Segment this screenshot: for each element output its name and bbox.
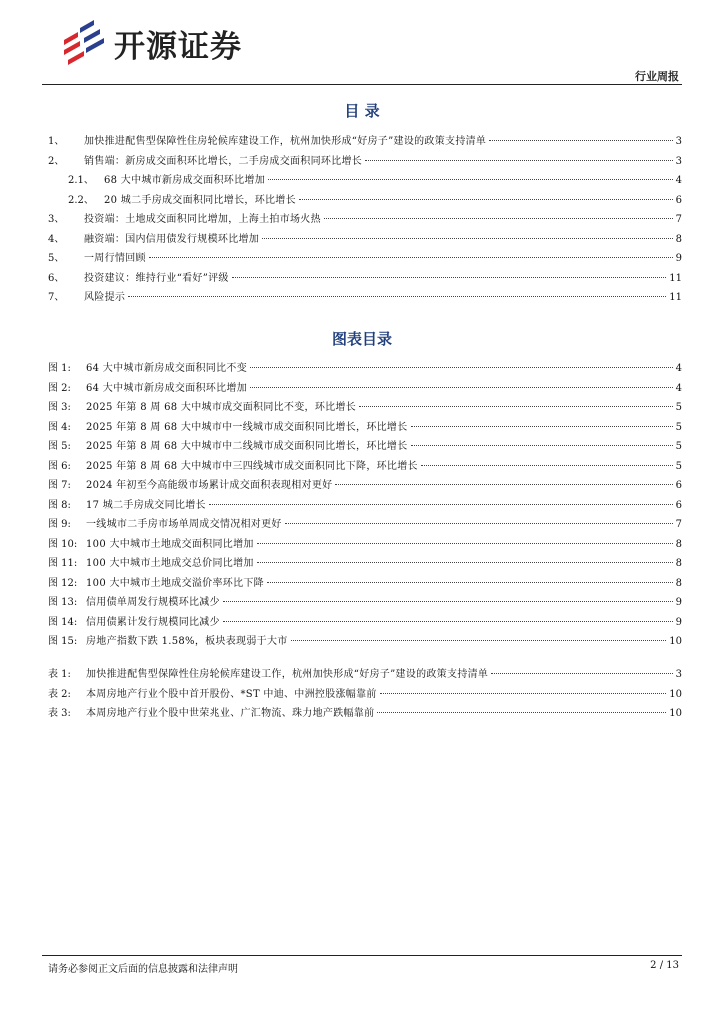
leader-dots <box>149 257 673 258</box>
entry-number: 表 3: <box>48 708 71 719</box>
figure-entry[interactable] <box>48 437 682 457</box>
leader-dots <box>262 238 673 239</box>
entry-title: 64 大中城市新房成交面积环比增加 <box>86 382 248 394</box>
entry-number: 图 10: <box>48 538 78 550</box>
figure-entry[interactable] <box>48 418 682 438</box>
table-entry[interactable] <box>48 685 682 705</box>
entry-page: 10 <box>669 708 682 719</box>
leader-dots <box>365 160 673 161</box>
entry-number: 图 15: <box>48 636 78 647</box>
document-type: 行业周报 <box>635 70 679 83</box>
leader-dots <box>268 179 673 180</box>
entry-title: 投资建议：维持行业“看好”评级 <box>84 272 229 284</box>
entry-number: 表 2: <box>48 688 71 700</box>
entry-number: 5、 <box>48 253 65 264</box>
entry-number: 图 8: <box>48 499 71 511</box>
leader-dots <box>359 406 673 407</box>
footer-divider <box>42 955 682 956</box>
entry-page: 5 <box>675 441 682 452</box>
figure-entry[interactable] <box>48 574 682 594</box>
figure-entry[interactable] <box>48 613 682 633</box>
footer-disclaimer: 请务必参阅正文后面的信息披露和法律声明 <box>48 964 238 975</box>
figure-entry[interactable] <box>48 457 682 477</box>
toc-entry[interactable] <box>48 191 682 211</box>
entry-number: 3、 <box>48 214 65 225</box>
figures-title: 图表目录 <box>331 330 392 348</box>
toc-entry[interactable] <box>48 171 682 191</box>
toc-entry[interactable] <box>48 152 682 172</box>
entry-title: 一线城市二手房市场单周成交情况相对更好 <box>86 519 282 530</box>
entry-page: 4 <box>675 363 682 374</box>
entry-page: 8 <box>675 538 682 550</box>
leader-dots <box>299 199 673 200</box>
logo-mark-icon <box>58 20 106 66</box>
entry-page: 9 <box>675 253 682 264</box>
figure-entry[interactable] <box>48 554 682 574</box>
entry-number: 图 6: <box>48 460 71 472</box>
leader-dots <box>491 673 672 674</box>
entry-title: 信用债累计发行规模同比减少 <box>86 616 220 628</box>
entry-page: 4 <box>675 175 682 186</box>
figure-entry[interactable] <box>48 515 682 535</box>
entry-number: 6、 <box>48 272 65 284</box>
toc-entry[interactable] <box>48 132 682 152</box>
entry-title: 加快推进配售型保障性住房轮候库建设工作，杭州加快形成“好房子”建设的政策支持清单 <box>86 669 489 680</box>
toc-entry[interactable] <box>48 210 682 230</box>
entry-page: 4 <box>675 382 682 394</box>
entry-title: 房地产指数下跌 1.58%，板块表现弱于大市 <box>86 636 288 647</box>
entry-page: 6 <box>675 480 682 491</box>
entry-page: 3 <box>675 669 682 680</box>
entry-title: 本周房地产行业个股中世荣兆业、广汇物流、珠力地产跌幅靠前 <box>86 708 375 719</box>
figure-entry[interactable] <box>48 476 682 496</box>
entry-page: 9 <box>675 616 682 628</box>
brand-name: 开源证券 <box>114 28 242 65</box>
entry-title: 17 城二手房成交同比增长 <box>86 499 206 511</box>
leader-dots <box>209 504 673 505</box>
entry-page: 10 <box>669 688 682 700</box>
entry-page: 8 <box>675 577 682 589</box>
entry-number: 图 3: <box>48 402 71 413</box>
entry-page: 11 <box>669 272 682 284</box>
entry-number: 图 12: <box>48 577 78 589</box>
toc-entry[interactable] <box>48 288 682 308</box>
toc-entry[interactable] <box>48 249 682 269</box>
company-logo <box>58 20 242 66</box>
figure-list <box>48 359 682 652</box>
toc-entry[interactable] <box>48 230 682 250</box>
entry-number: 图 5: <box>48 441 71 452</box>
leader-dots <box>489 140 672 141</box>
entry-number: 图 1: <box>48 363 71 374</box>
leader-dots <box>291 640 667 641</box>
entry-title: 64 大中城市新房成交面积同比不变 <box>86 363 248 374</box>
entry-title: 本周房地产行业个股中首开股份、*ST 中迪、中洲控股涨幅靠前 <box>86 688 377 700</box>
leader-dots <box>324 218 673 219</box>
entry-page: 9 <box>675 597 682 608</box>
entry-title: 2025 年第 8 周 68 大中城市中二线城市成交面积同比增长，环比增长 <box>86 441 408 452</box>
leader-dots <box>377 712 666 713</box>
toc-list <box>48 132 682 308</box>
entry-number: 表 1: <box>48 669 71 680</box>
entry-title: 销售端：新房成交面积环比增长，二手房成交面积同环比增长 <box>84 155 363 167</box>
leader-dots <box>411 426 673 427</box>
entry-number: 图 4: <box>48 421 71 433</box>
entry-title: 100 大中城市土地成交溢价率环比下降 <box>86 577 264 589</box>
leader-dots <box>232 277 667 278</box>
entry-number: 2.1、 <box>68 175 94 186</box>
entry-title: 2025 年第 8 周 68 大中城市中三四线城市成交面积同比下降，环比增长 <box>86 460 418 472</box>
entry-number: 2.2、 <box>68 194 94 206</box>
entry-page: 6 <box>675 194 682 206</box>
entry-page: 3 <box>675 155 682 167</box>
entry-page: 8 <box>675 233 682 245</box>
entry-title: 68 大中城市新房成交面积环比增加 <box>104 175 266 186</box>
leader-dots <box>411 445 673 446</box>
entry-title: 20 城二手房成交面积同比增长，环比增长 <box>104 194 296 206</box>
figure-entry[interactable] <box>48 593 682 613</box>
entry-page: 6 <box>675 499 682 511</box>
page-indicator: 2 / 13 <box>650 960 679 971</box>
figure-entry[interactable] <box>48 496 682 516</box>
entry-number: 1、 <box>48 136 65 147</box>
leader-dots <box>250 367 673 368</box>
entry-title: 2024 年初至今高能级市场累计成交面积表现相对更好 <box>86 480 333 491</box>
entry-number: 图 2: <box>48 382 71 394</box>
entry-number: 图 9: <box>48 519 71 530</box>
table-entry[interactable] <box>48 665 682 685</box>
figure-entry[interactable] <box>48 535 682 555</box>
entry-number: 7、 <box>48 292 65 303</box>
leader-dots <box>380 693 667 694</box>
entry-number: 2、 <box>48 155 65 167</box>
leader-dots <box>128 296 666 297</box>
entry-title: 2025 年第 8 周 68 大中城市中一线城市成交面积同比增长，环比增长 <box>86 421 408 433</box>
table-list <box>48 665 682 724</box>
entry-number: 图 7: <box>48 480 71 491</box>
entry-title: 一周行情回顾 <box>84 253 146 264</box>
entry-number: 图 11: <box>48 558 78 569</box>
toc-entry[interactable] <box>48 269 682 289</box>
entry-title: 2025 年第 8 周 68 大中城市成交面积同比不变，环比增长 <box>86 402 357 413</box>
entry-title: 信用债单周发行规模环比减少 <box>86 597 220 608</box>
entry-title: 100 大中城市土地成交总价同比增加 <box>86 558 254 569</box>
entry-page: 5 <box>675 460 682 472</box>
entry-page: 8 <box>675 558 682 569</box>
figure-entry[interactable] <box>48 398 682 418</box>
leader-dots <box>223 601 673 602</box>
entry-title: 风险提示 <box>84 292 126 303</box>
leader-dots <box>257 562 673 563</box>
entry-title: 融资端：国内信用债发行规模环比增加 <box>84 233 260 245</box>
entry-title: 投资端：土地成交面积同比增加，上海土拍市场火热 <box>84 214 321 225</box>
entry-page: 7 <box>675 519 682 530</box>
leader-dots <box>250 387 673 388</box>
entry-title: 加快推进配售型保障性住房轮候库建设工作，杭州加快形成“好房子”建设的政策支持清单 <box>84 136 487 147</box>
entry-page: 5 <box>675 402 682 413</box>
entry-page: 10 <box>669 636 682 647</box>
entry-page: 3 <box>675 136 682 147</box>
entry-page: 7 <box>675 214 682 225</box>
toc-title: 目 录 <box>344 102 380 120</box>
leader-dots <box>223 621 673 622</box>
figure-entry[interactable] <box>48 359 682 379</box>
leader-dots <box>335 484 672 485</box>
entry-title: 100 大中城市土地成交面积同比增加 <box>86 538 254 550</box>
entry-number: 图 13: <box>48 597 78 608</box>
leader-dots <box>267 582 673 583</box>
entry-page: 5 <box>675 421 682 433</box>
table-entry[interactable] <box>48 704 682 724</box>
entry-number: 图 14: <box>48 616 78 628</box>
leader-dots <box>285 523 673 524</box>
entry-page: 11 <box>669 292 682 303</box>
entry-number: 4、 <box>48 233 65 245</box>
figure-entry[interactable] <box>48 632 682 652</box>
leader-dots <box>421 465 673 466</box>
header-divider <box>42 84 682 85</box>
leader-dots <box>257 543 673 544</box>
figure-entry[interactable] <box>48 379 682 399</box>
